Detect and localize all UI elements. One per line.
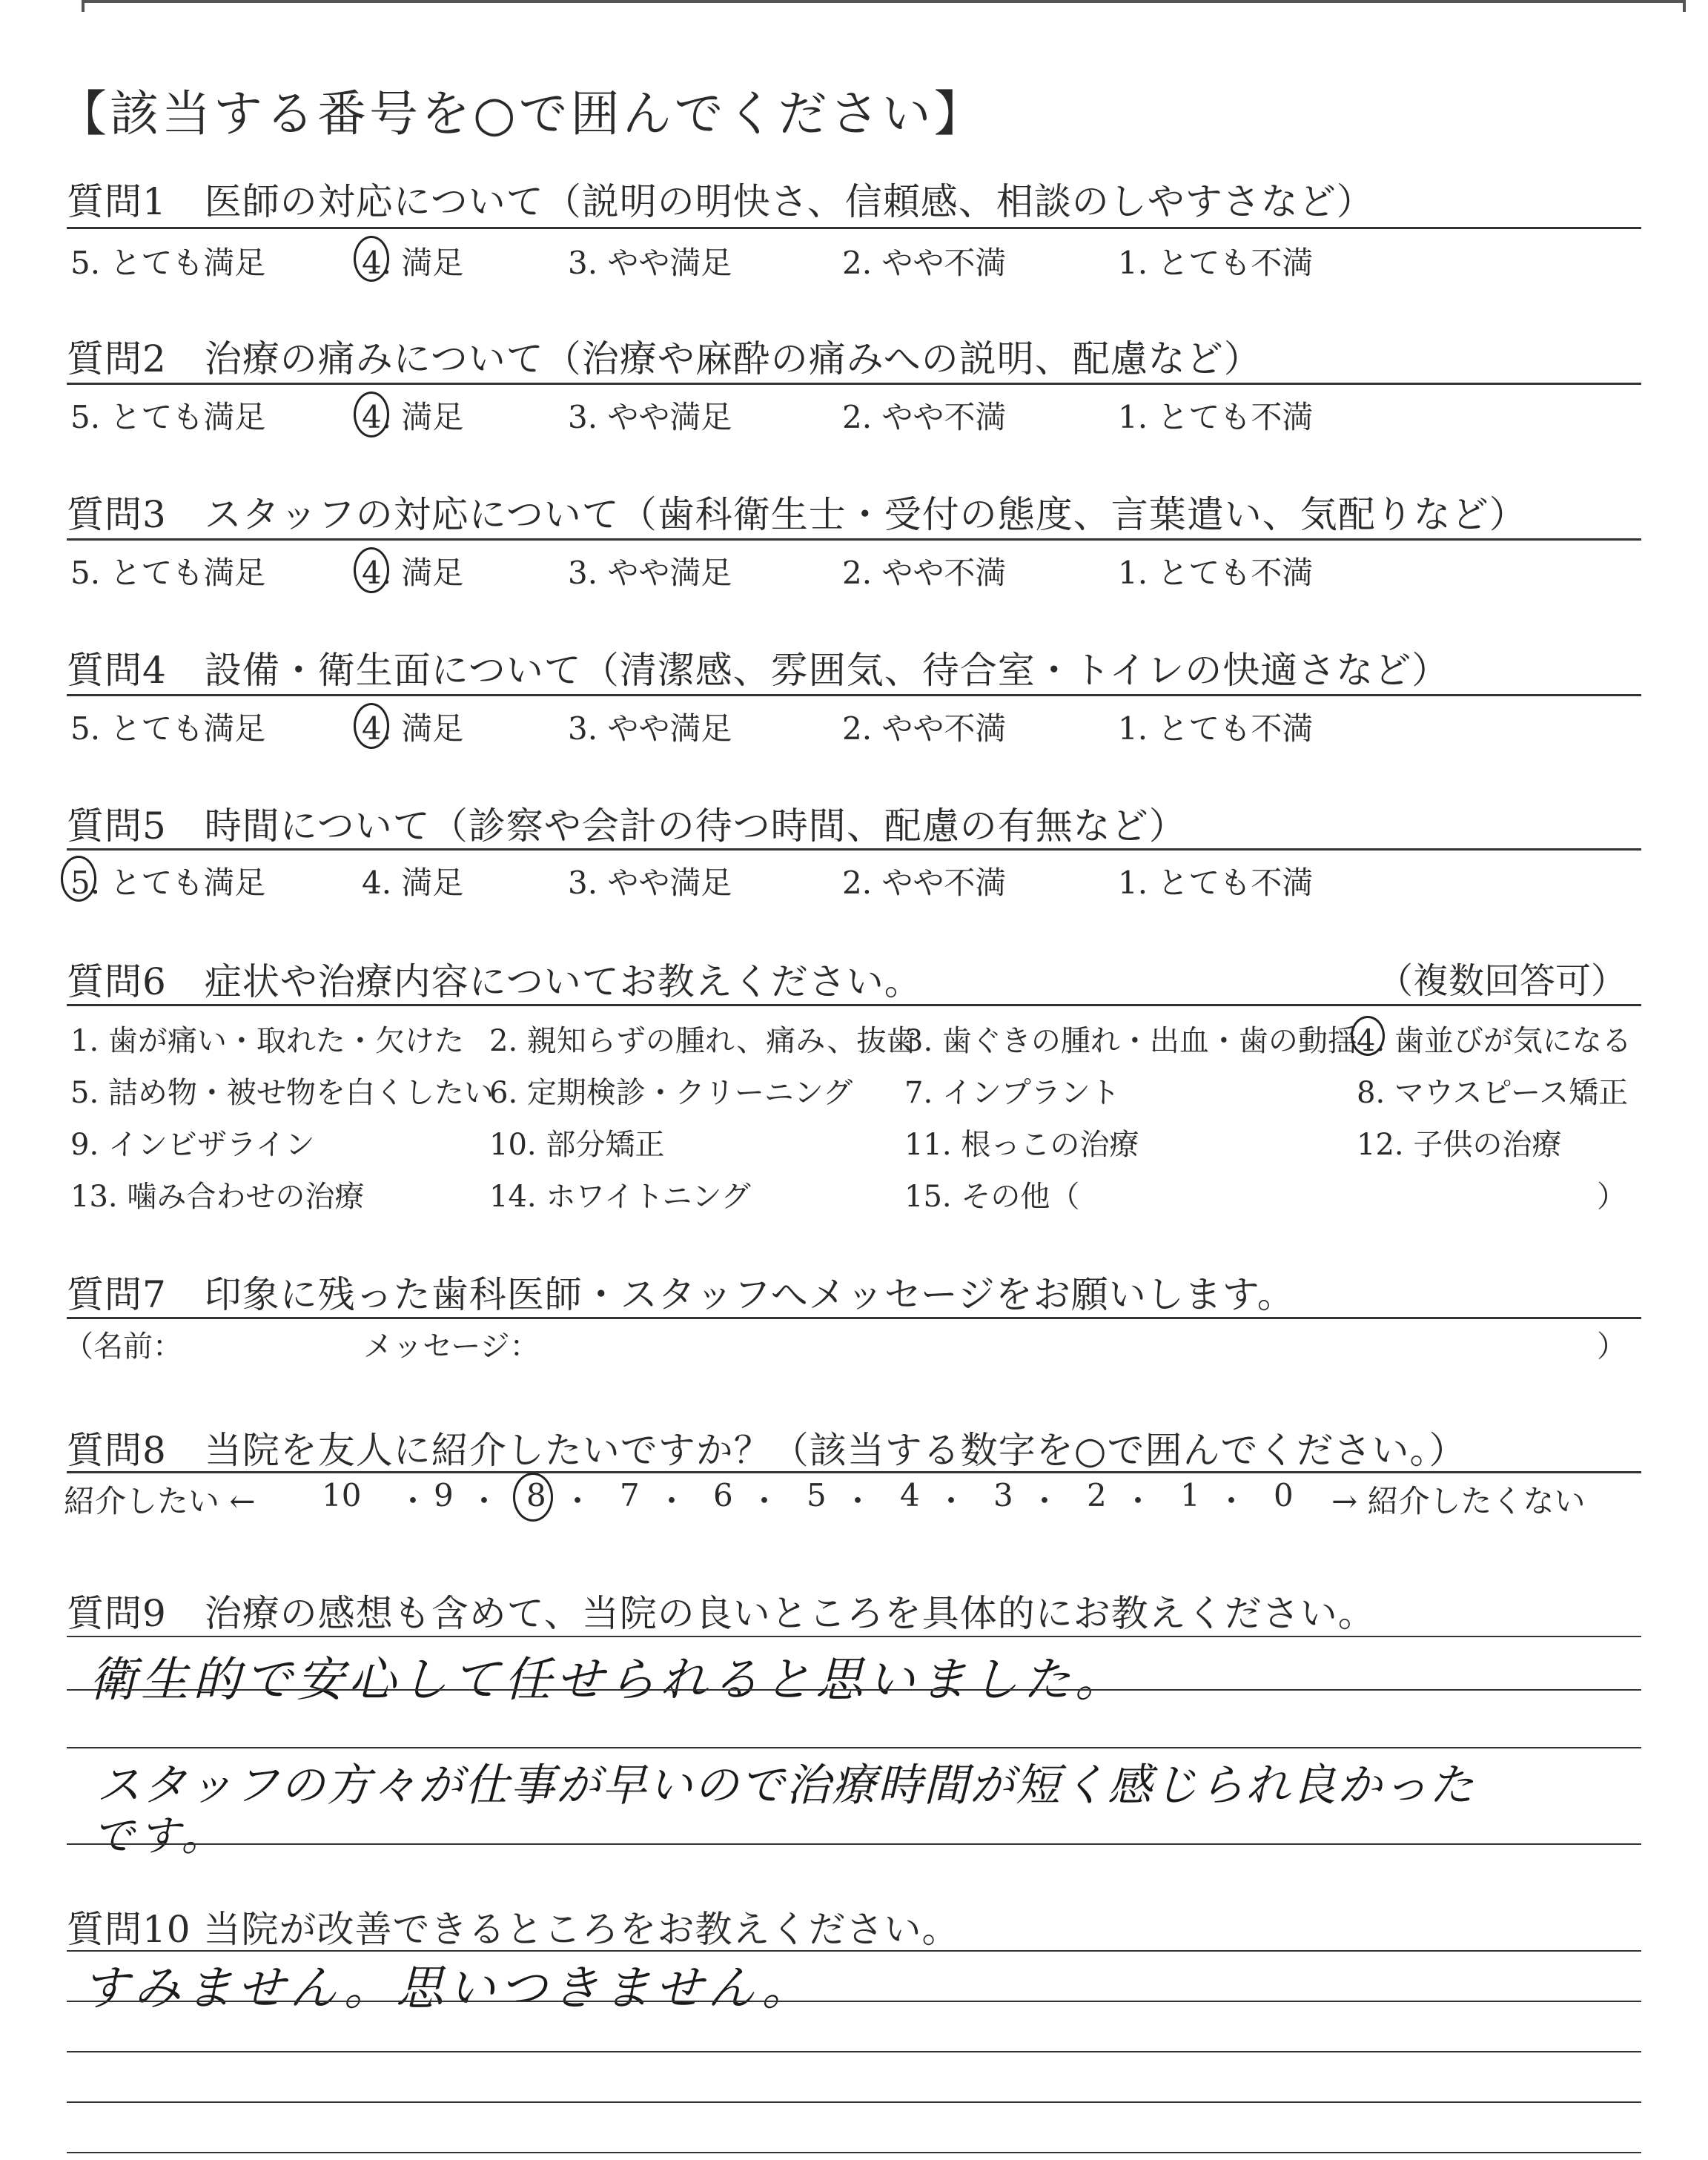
q6-item-15[interactable]: 15. その他（ xyxy=(904,1180,1080,1214)
q5-selection-circle xyxy=(61,856,96,902)
q10-answer-line xyxy=(67,2101,1641,2103)
q6-item-9[interactable]: 9. インビザライン xyxy=(70,1128,315,1162)
q2-option-2[interactable]: 2. やや不満 xyxy=(842,399,1007,435)
q8-dot: ・ xyxy=(397,1483,429,1519)
q8-dot: ・ xyxy=(1122,1483,1154,1519)
q4-selection-circle xyxy=(354,703,389,749)
q2-option-1[interactable]: 1. とても不満 xyxy=(1118,399,1314,435)
q9-title: 質問9 治療の感想も含めて、当院の良いところを具体的にお教えください。 xyxy=(67,1592,1376,1635)
q4-option-2[interactable]: 2. やや不満 xyxy=(842,710,1007,747)
q8-score-6[interactable]: 6 xyxy=(713,1477,733,1513)
q4-underline xyxy=(67,694,1641,696)
q10-handwritten-answer: すみません。思いつきません。 xyxy=(82,1961,814,2016)
q8-dot: ・ xyxy=(656,1483,688,1519)
q8-dot: ・ xyxy=(842,1483,874,1519)
q1-underline xyxy=(67,227,1641,229)
q6-item-6[interactable]: 6. 定期検診・クリーニング xyxy=(489,1076,853,1110)
q8-underline xyxy=(67,1471,1641,1473)
q8-score-7[interactable]: 7 xyxy=(620,1477,640,1513)
q5-title: 質問5 時間について（診察や会計の待つ時間、配慮の有無など） xyxy=(67,805,1187,848)
q3-option-5[interactable]: 5. とても満足 xyxy=(70,555,266,591)
q1-title: 質問1 医師の対応について（説明の明快さ、信頼感、相談のしやすさなど） xyxy=(67,180,1374,223)
q5-option-5[interactable]: 5. とても満足 xyxy=(70,865,266,901)
q6-item-4[interactable]: 4. 歯並びが気になる xyxy=(1357,1024,1632,1058)
q6-item-14[interactable]: 14. ホワイトニング xyxy=(489,1180,751,1214)
q2-title: 質問2 治療の痛みについて（治療や麻酔の痛みへの説明、配慮など） xyxy=(67,337,1262,380)
q8-score-0[interactable]: 0 xyxy=(1274,1477,1294,1513)
q6-item-3[interactable]: 3. 歯ぐきの腫れ・出血・歯の動揺 xyxy=(904,1024,1357,1058)
q6-item-2[interactable]: 2. 親知らずの腫れ、痛み、抜歯 xyxy=(489,1024,916,1058)
q1-option-1[interactable]: 1. とても不満 xyxy=(1118,245,1314,281)
q8-dot: ・ xyxy=(749,1483,781,1519)
q8-score-3[interactable]: 3 xyxy=(993,1477,1013,1513)
q9-answer-line xyxy=(67,1636,1641,1637)
q2-underline xyxy=(67,383,1641,385)
q7-close-paren: ） xyxy=(1597,1330,1626,1364)
q6-item-5[interactable]: 5. 詰め物・被せ物を白くしたい xyxy=(70,1076,494,1110)
q8-dot: ・ xyxy=(1216,1483,1248,1519)
q9-answer-line xyxy=(67,1747,1641,1748)
q2-selection-circle xyxy=(354,392,389,437)
q1-selection-circle xyxy=(354,236,389,282)
q3-option-3[interactable]: 3. やや満足 xyxy=(568,555,732,591)
q8-score-9[interactable]: 9 xyxy=(434,1477,454,1513)
q4-title: 質問4 設備・衛生面について（清潔感、雰囲気、待合室・トイレの快適さなど） xyxy=(67,649,1450,692)
q5-option-3[interactable]: 3. やや満足 xyxy=(568,865,732,901)
q9-answer-line xyxy=(67,1689,1641,1691)
q8-dot: ・ xyxy=(936,1483,967,1519)
q5-option-4[interactable]: 4. 満足 xyxy=(362,865,464,901)
q5-underline xyxy=(67,848,1641,851)
q1-option-2[interactable]: 2. やや不満 xyxy=(842,245,1007,281)
page-top-edge xyxy=(82,0,1686,12)
q6-item-7[interactable]: 7. インプラント xyxy=(904,1076,1120,1110)
q8-score-4[interactable]: 4 xyxy=(900,1477,920,1513)
q1-option-3[interactable]: 3. やや満足 xyxy=(568,245,732,281)
q6-other-close-paren: ） xyxy=(1597,1180,1626,1214)
q2-option-5[interactable]: 5. とても満足 xyxy=(70,399,266,435)
q6-underline xyxy=(67,1004,1641,1006)
q1-option-5[interactable]: 5. とても満足 xyxy=(70,245,266,281)
q4-option-5[interactable]: 5. とても満足 xyxy=(70,710,266,747)
q8-score-5[interactable]: 5 xyxy=(807,1477,827,1513)
q7-underline xyxy=(67,1317,1641,1319)
q8-dot: ・ xyxy=(1029,1483,1061,1519)
q3-selection-circle xyxy=(354,547,389,593)
q4-option-1[interactable]: 1. とても不満 xyxy=(1118,710,1314,747)
q10-title: 質問10 当院が改善できるところをお教えください。 xyxy=(67,1908,960,1951)
q8-score-1[interactable]: 1 xyxy=(1180,1477,1200,1513)
q4-option-4[interactable]: 4. 満足 xyxy=(362,710,464,747)
q8-selection-circle xyxy=(513,1473,553,1522)
q3-option-2[interactable]: 2. やや不満 xyxy=(842,555,1007,591)
q8-left-label: 紹介したい ← xyxy=(64,1483,256,1519)
q7-message-label: メッセージ： xyxy=(363,1330,540,1364)
q6-item-8[interactable]: 8. マウスピース矯正 xyxy=(1357,1076,1629,1110)
q1-option-4[interactable]: 4. 満足 xyxy=(362,245,464,281)
q9-handwritten-answer-line-2: スタッフの方々が仕事が早いので治療時間が短く感じられ良かった xyxy=(96,1760,1475,1811)
q3-underline xyxy=(67,538,1641,541)
q6-item-12[interactable]: 12. 子供の治療 xyxy=(1357,1128,1562,1162)
q3-title: 質問3 スタッフの対応について（歯科衛生士・受付の態度、言葉遣い、気配りなど） xyxy=(67,493,1527,536)
q10-answer-line xyxy=(67,2051,1641,2052)
q2-option-3[interactable]: 3. やや満足 xyxy=(568,399,732,435)
q9-handwritten-answer-line-1: 衛生的で安心して任せられると思いました。 xyxy=(89,1653,1127,1708)
q3-option-4[interactable]: 4. 満足 xyxy=(362,555,464,591)
q6-item-11[interactable]: 11. 根っこの治療 xyxy=(904,1128,1139,1162)
q9-answer-line xyxy=(67,1843,1641,1845)
q2-option-4[interactable]: 4. 満足 xyxy=(362,399,464,435)
q6-item-10[interactable]: 10. 部分矯正 xyxy=(489,1128,665,1162)
q8-dot: ・ xyxy=(562,1483,594,1519)
q10-answer-line xyxy=(67,2001,1641,2002)
q9-handwritten-answer-line-3: です。 xyxy=(93,1812,228,1860)
q7-name-label: （名前： xyxy=(64,1330,182,1364)
q8-right-label: → 紹介したくない xyxy=(1331,1483,1586,1519)
q8-score-10[interactable]: 10 xyxy=(322,1477,362,1513)
instruction-heading: 【該当する番号を○で囲んでください】 xyxy=(58,85,986,142)
q4-option-3[interactable]: 3. やや満足 xyxy=(568,710,732,747)
q5-option-2[interactable]: 2. やや不満 xyxy=(842,865,1007,901)
q6-multiple-answers-note: （複数回答可） xyxy=(1377,960,1626,1002)
q6-item-13[interactable]: 13. 噛み合わせの治療 xyxy=(70,1180,365,1214)
q8-score-8[interactable]: 8 xyxy=(526,1477,546,1513)
q8-score-2[interactable]: 2 xyxy=(1087,1477,1107,1513)
q6-title: 質問6 症状や治療内容についてお教えください。 xyxy=(67,960,922,1003)
q10-answer-line xyxy=(67,2152,1641,2153)
q6-selection-circle xyxy=(1351,1016,1385,1056)
q8-title: 質問8 当院を友人に紹介したいですか？（該当する数字を○で囲んでください。） xyxy=(67,1429,1467,1472)
q6-item-1[interactable]: 1. 歯が痛い・取れた・欠けた xyxy=(70,1024,464,1058)
q8-dot: ・ xyxy=(469,1483,500,1519)
q3-option-1[interactable]: 1. とても不満 xyxy=(1118,555,1314,591)
q7-title: 質問7 印象に残った歯科医師・スタッフへメッセージをお願いします。 xyxy=(67,1273,1295,1316)
q5-option-1[interactable]: 1. とても不満 xyxy=(1118,865,1314,901)
